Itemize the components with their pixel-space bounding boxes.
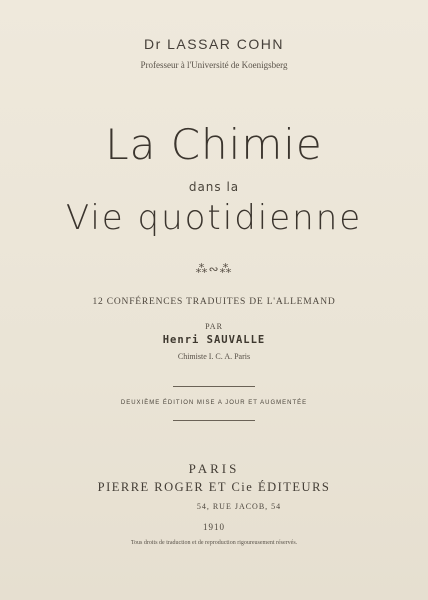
ornament-divider: ⁂∾⁂ xyxy=(195,262,233,276)
edition-note: DEUXIÈME ÉDITION MISE A JOUR ET AUGMENTÉE xyxy=(120,400,308,406)
edition-rule-top xyxy=(173,386,255,387)
publication-year: 1910 xyxy=(203,522,225,532)
book-title-connector: dans la xyxy=(188,180,240,194)
imprint-city: PARIS xyxy=(188,461,240,476)
author-affiliation: Professeur à l'Université de Koenigsberg xyxy=(140,60,288,70)
translator-affiliation: Chimiste I. C. A. Paris xyxy=(177,352,251,361)
translator-name: Henri SAUVALLE xyxy=(162,334,266,346)
edition-rule-bottom xyxy=(173,420,255,421)
imprint-publisher: PIERRE ROGER ET Cie ÉDITEURS xyxy=(97,480,331,494)
imprint-address: 54, RUE JACOB, 54 xyxy=(196,502,282,511)
book-title-line-2: Vie quotidienne xyxy=(65,198,363,238)
conferences-subtitle: 12 CONFÉRENCES TRADUITES DE L'ALLEMAND xyxy=(92,297,336,307)
par-label: PAR xyxy=(205,322,223,331)
rights-notice: Tous droits de traduction et de reproduction rigoureusement réservés. xyxy=(130,540,298,546)
author-name: Dr LASSAR COHN xyxy=(143,36,285,52)
book-title-line-1: La Chimie xyxy=(105,120,323,169)
